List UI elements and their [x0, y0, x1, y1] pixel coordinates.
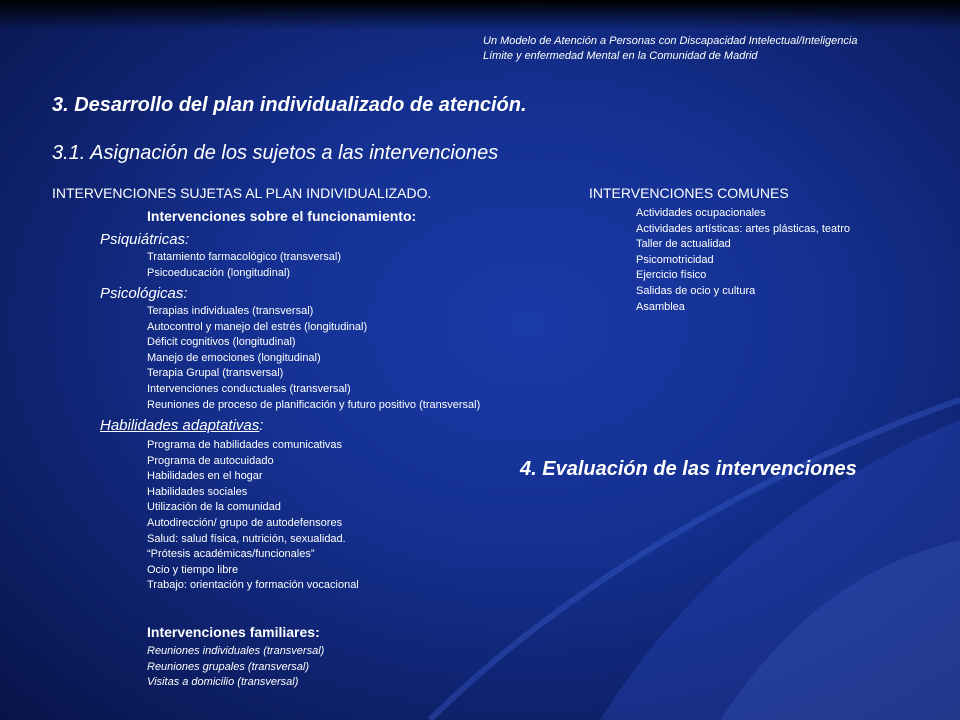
- presentation-subtitle: [483, 34, 857, 64]
- list-item: Visitas a domicilio (transversal): [147, 676, 299, 689]
- list-item: Utilización de la comunidad: [147, 501, 281, 514]
- list-item: “Prótesis académicas/funcionales”: [147, 548, 315, 561]
- list-item: Actividades ocupacionales: [636, 207, 766, 219]
- psicologicas-label: Psicológicas:: [100, 285, 188, 302]
- list-item: Taller de actualidad: [636, 238, 731, 251]
- list-item: Terapias individuales (transversal): [147, 305, 314, 317]
- subsection-title: 3.1. Asignación de los sujetos a las intervenciones: [52, 142, 499, 164]
- list-item: Programa de habilidades comunicativas: [147, 439, 343, 451]
- list-item: Trabajo: orientación y formación vocacional: [147, 579, 359, 592]
- background-swoosh-arc: [430, 400, 960, 720]
- presentation-subtitle-line-2: Límite y enfermedad Mental en la Comunidad de Madrid: [483, 50, 758, 62]
- section-title: 3. Desarrollo del plan individualizado de atención.: [52, 94, 527, 116]
- list-item: Autodirección/ grupo de autodefensores: [147, 516, 343, 529]
- list-item: Habilidades sociales: [147, 485, 248, 498]
- habilidades-label: [100, 417, 263, 434]
- list-item: Salud: salud física, nutrición, sexualidad.: [147, 532, 346, 545]
- list-item: Intervenciones conductuales (transversal): [147, 382, 351, 395]
- list-item: Autocontrol y manejo del estrés (longitudinal): [147, 320, 368, 333]
- list-item: Salidas de ocio y cultura: [636, 284, 756, 297]
- habilidades-label-colon: :: [259, 417, 264, 434]
- list-item: Ejercicio físico: [636, 269, 707, 282]
- list-item: Terapia Grupal (transversal): [147, 367, 284, 380]
- list-item: Habilidades en el hogar: [147, 470, 263, 483]
- right-column-heading: INTERVENCIONES COMUNES: [589, 185, 789, 201]
- familiares-list: [147, 644, 324, 691]
- familiares-heading: Intervenciones familiares:: [147, 624, 320, 640]
- psiquiatricas-list: [147, 250, 341, 281]
- evaluation-title: 4. Evaluación de las intervenciones: [520, 458, 857, 480]
- list-item: Psicomotricidad: [636, 253, 714, 266]
- habilidades-label-text: Habilidades adaptativas: [100, 417, 260, 434]
- list-item: Tratamiento farmacológico (transversal): [147, 251, 341, 263]
- list-item: Ocio y tiempo libre: [147, 563, 239, 576]
- list-item: Reuniones de proceso de planificación y futuro positivo (transversal): [147, 398, 481, 411]
- list-item: Programa de autocuidado: [147, 454, 274, 467]
- list-item: Reuniones grupales (transversal): [147, 660, 310, 673]
- habilidades-list: [147, 438, 359, 594]
- list-item: Déficit cognitivos (longitudinal): [147, 336, 296, 349]
- list-item: Manejo de emociones (longitudinal): [147, 351, 321, 364]
- psicologicas-list: [147, 304, 480, 413]
- psiquiatricas-label: Psiquiátricas:: [100, 231, 190, 248]
- background-swoosh-light: [720, 540, 960, 720]
- list-item: Psicoeducación (longitudinal): [147, 266, 291, 279]
- comunes-list: [636, 206, 850, 315]
- list-item: Actividades artísticas: artes plásticas, teatro: [636, 222, 850, 235]
- funcionamiento-heading: Intervenciones sobre el funcionamiento:: [147, 208, 417, 224]
- list-item: Reuniones individuales (transversal): [147, 645, 325, 657]
- list-item: Asamblea: [636, 300, 685, 313]
- left-column-heading: INTERVENCIONES SUJETAS AL PLAN INDIVIDUALIZADO.: [52, 185, 432, 201]
- presentation-subtitle-line-1: Un Modelo de Atención a Personas con Discapacidad Intelectual/Inteligencia: [483, 35, 858, 47]
